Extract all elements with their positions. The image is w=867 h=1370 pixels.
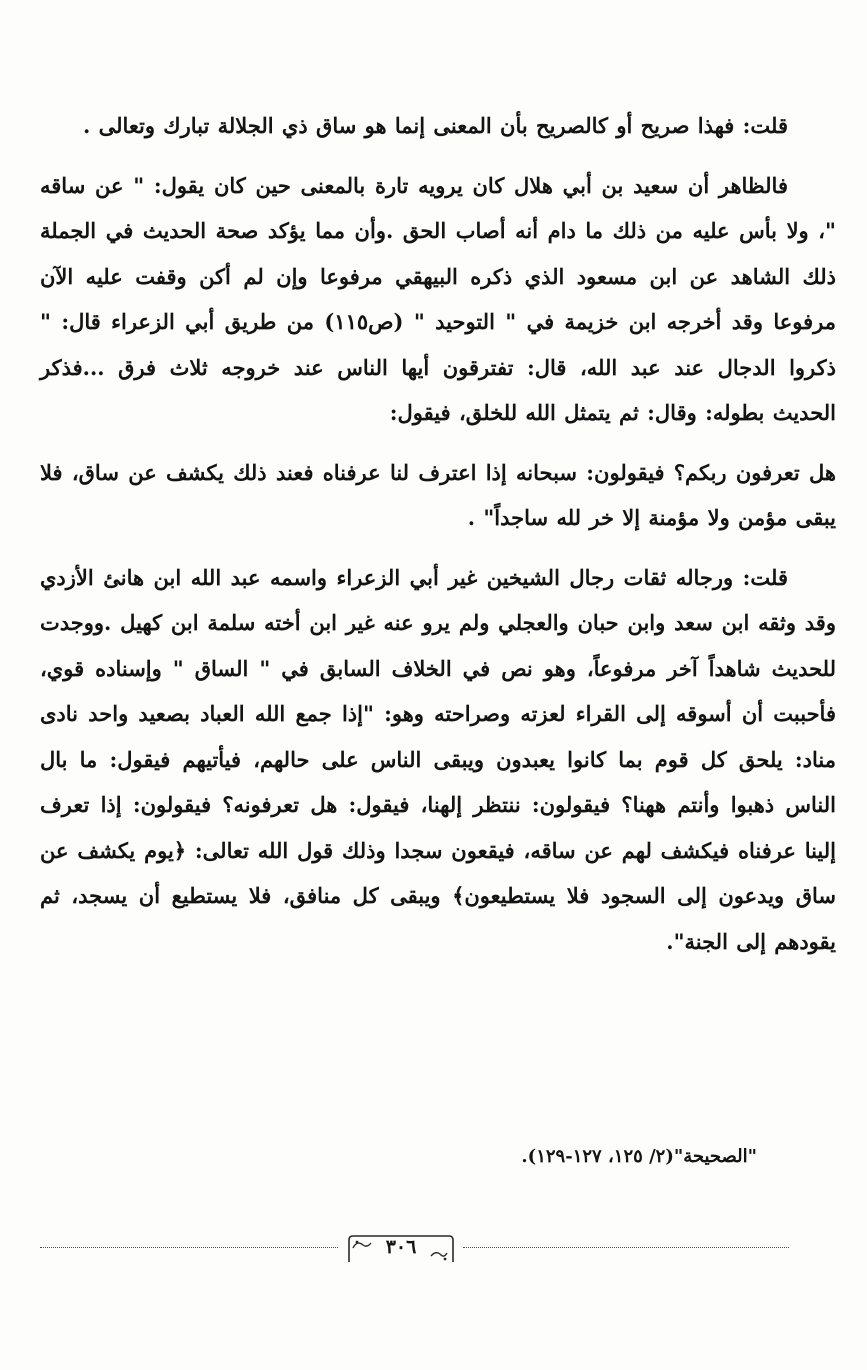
footer-rule-right — [463, 1247, 789, 1248]
page-number: ٣٠٦ — [385, 1236, 417, 1258]
paragraph-3-quote: هل تعرفون ربكم؟ فيقولون: سبحانه إذا اعترف لنا عرفناه فعند ذلك يكشف عن ساق، فلا يبقى مؤمن ولا مؤمنة إلا خر لله ساجداً" . — [40, 459, 836, 530]
page-number-frame — [345, 1234, 457, 1264]
paragraph-2: فالظاهر أن سعيد بن أبي هلال كان يرويه تارة بالمعنى حين كان يقول: " عن ساقه "، ولا بأس عليه من ذلك ما دام أنه أصاب الحق .وأن مما يؤكد صحة الحديث في الجملة ذلك الشاهد عن ابن مسعود الذي ذكره البيهقي مرفوعا وإن لم أكن وقفت عليه الآن مرفوعا وقد أخرجه ابن خزيمة في " التوحيد " (ص١١٥) من طريق أبي الزعراء قال: " ذكروا الدجال عند عبد الله، قال: تفترقون أيها الناس عند خروجه ثلاث فرق ...فذكر الحديث بطوله: وقال: ثم يتمثل الله للخلق، فيقول: — [40, 172, 836, 425]
paragraph-1: قلت: فهذا صريح أو كالصريح بأن المعنى إنما هو ساق ذي الجلالة تبارك وتعالى . — [82, 113, 788, 138]
paragraph-4: قلت: ورجاله ثقات رجال الشيخين غير أبي الزعراء واسمه عبد الله ابن هانئ الأزدي وقد وثقه ابن سعد وابن حبان والعجلي ولم يرو عنه غير ابن أخته سلمة ابن كهيل .ووجدت للحديث شاهداً آخر مرفوعاً، وهو نص في الخلاف السابق في " الساق " وإسناده قوي، فأحببت أن أسوقه إلى القراء لعزته وصراحته وهو: "إذا جمع الله العباد بصعيد واحد نادى مناد: يلحق كل قوم بما كانوا يعبدون ويبقى الناس على حالهم، فيأتيهم فيقول: ما بال الناس ذهبوا وأنتم ههنا؟ فيقولون: ننتظر إلهنا، فيقول: هل تعرفونه؟ فيقولون: إذا تعرف إلينا عرفناه فيكشف لهم عن ساقه، فيقعون سجدا وذلك قول الله تعالى: ﴿يوم يكشف عن ساق ويدعون إلى السجود فلا يستطيعون﴾ ويبقى كل منافق، فلا يستطيع أن يسجد، ثم يقودهم إلى الجنة". — [40, 564, 836, 954]
body-text — [40, 103, 836, 964]
footnote-reference: "الصحيحة"(٢/ ١٢٥، ١٢٧-١٢٩). — [521, 1146, 757, 1167]
footer-rule-left — [40, 1247, 338, 1248]
